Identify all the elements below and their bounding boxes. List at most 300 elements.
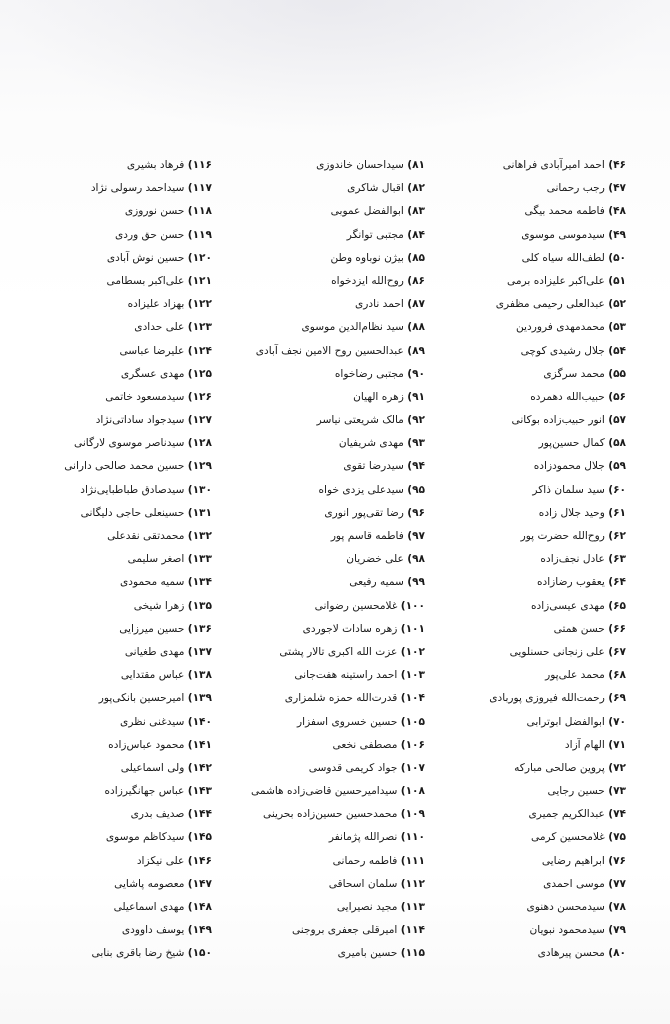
list-item: [440, 850, 626, 873]
entry-number: ۱۳۶): [187, 622, 212, 635]
entry-name: فاطمه محمد بیگی: [524, 205, 605, 218]
list-item: [60, 896, 212, 919]
entry-number: ۱۴۵): [187, 831, 212, 844]
list-item: [232, 757, 425, 780]
list-item: [60, 177, 212, 200]
list-item: [232, 247, 425, 270]
list-item: [60, 154, 212, 177]
list-item: [232, 896, 425, 919]
list-item: [440, 896, 626, 919]
list-item: [232, 177, 425, 200]
entry-number: ۱۲۹): [187, 460, 212, 473]
list-item: [232, 942, 425, 965]
entry-number: ۷۹): [608, 924, 626, 937]
entry-name: حسین نوش آبادی: [106, 251, 185, 264]
entry-name: مهدی عسگری: [120, 367, 185, 380]
names-column-2: [232, 154, 425, 966]
entry-name: سیدصادق طباطبایی‌نژاد: [80, 483, 185, 496]
list-item: [60, 780, 212, 803]
entry-name: مصطفی نخعی: [332, 738, 398, 751]
entry-number: ۱۳۵): [187, 599, 212, 612]
entry-name: وحید جلال زاده: [538, 506, 605, 519]
list-item: [232, 734, 425, 757]
entry-number: ۱۰۴): [400, 692, 425, 705]
list-item: [60, 873, 212, 896]
list-item: [60, 711, 212, 734]
entry-number: ۶۶): [608, 622, 626, 635]
entry-number: ۷۰): [608, 715, 626, 728]
entry-name: انور حبیب‌زاده بوکانی: [511, 414, 605, 427]
entry-name: زهره الهیان: [353, 390, 404, 403]
entry-name: سیدغنی نظری: [120, 715, 185, 728]
entry-number: ۷۷): [608, 877, 626, 890]
list-item: [440, 942, 626, 965]
entry-number: ۷۴): [608, 808, 626, 821]
list-item: [440, 293, 626, 316]
entry-number: ۹۴): [407, 460, 425, 473]
list-item: [440, 270, 626, 293]
entry-name: جواد کریمی قدوسی: [308, 761, 398, 774]
entry-name: سیدموسی موسوی: [521, 228, 605, 241]
entry-name: محمدحسین حسین‌زاده بحرینی: [262, 808, 398, 821]
entry-name: جلال محمودزاده: [533, 460, 605, 473]
entry-name: رضا تقی‌پور انوری: [324, 506, 404, 519]
entry-name: سیدمحسن دهنوی: [526, 901, 605, 913]
entry-number: ۸۲): [407, 182, 425, 195]
entry-name: غلامحسین کرمی: [530, 831, 605, 844]
entry-number: ۱۰۰): [400, 599, 425, 612]
list-item: [232, 409, 425, 432]
entry-name: موسی احمدی: [543, 877, 605, 890]
list-item: [440, 363, 626, 386]
entry-name: بهزاد علیزاده: [127, 298, 185, 311]
list-item: [232, 664, 425, 687]
entry-name: عادل نجف‌زاده: [540, 553, 605, 566]
entry-name: علی نیکزاد: [136, 854, 185, 867]
list-item: [232, 548, 425, 571]
entry-name: ابوالفضل ابوترابی: [526, 715, 605, 728]
list-item: [60, 386, 212, 409]
entry-name: اقبال شاکری: [347, 182, 404, 195]
entry-name: مهدی اسماعیلی: [113, 901, 185, 913]
entry-name: حسین خسروی اسفزار: [297, 715, 398, 728]
entry-number: ۱۴۱): [187, 738, 212, 751]
entry-name: پروین صالحی مبارکه: [514, 761, 605, 774]
entry-number: ۱۳۸): [187, 669, 212, 682]
entry-number: ۱۱۲): [400, 877, 425, 890]
list-item: [232, 316, 425, 339]
list-item: [232, 803, 425, 826]
entry-name: روح‌الله حضرت پور: [520, 530, 605, 542]
entry-number: ۱۴۷): [187, 877, 212, 890]
list-item: [60, 409, 212, 432]
entry-number: ۱۳۰): [187, 483, 212, 496]
entry-number: ۱۳۹): [187, 692, 212, 705]
list-item: [60, 200, 212, 223]
entry-number: ۱۰۲): [400, 645, 425, 658]
entry-number: ۹۶): [407, 506, 425, 519]
entry-name: سیدامیرحسین قاضی‌زاده هاشمی: [250, 785, 398, 798]
entry-number: ۱۵۰): [187, 947, 212, 960]
entry-name: سلمان اسحاقی: [328, 877, 398, 890]
list-item: [232, 780, 425, 803]
names-column-1: [440, 154, 626, 966]
entry-name: بیژن نوباوه وطن: [330, 251, 404, 264]
entry-name: مجتبی توانگر: [346, 228, 404, 241]
entry-number: ۴۸): [608, 205, 626, 218]
entry-name: احمد راستینه هفت‌جانی: [294, 669, 398, 682]
list-item: [60, 850, 212, 873]
list-item: [440, 595, 626, 618]
entry-number: ۱۱۰): [400, 831, 425, 844]
entry-name: حسین بامیری: [337, 947, 398, 960]
entry-number: ۱۰۳): [400, 669, 425, 682]
entry-number: ۴۷): [608, 182, 626, 195]
entry-number: ۱۱۷): [187, 182, 212, 195]
entry-number: ۸۳): [407, 205, 425, 218]
list-item: [232, 850, 425, 873]
entry-number: ۶۰): [608, 483, 626, 496]
list-item: [440, 316, 626, 339]
entry-name: قدرت‌الله حمزه شلمزاری: [284, 692, 398, 705]
list-item: [232, 455, 425, 478]
entry-number: ۱۲۵): [187, 367, 212, 380]
list-item: [440, 154, 626, 177]
list-item: [232, 502, 425, 525]
entry-number: ۱۱۳): [400, 901, 425, 913]
entry-number: ۱۳۳): [187, 553, 212, 566]
entry-name: حسین رجایی: [547, 785, 605, 798]
list-item: [232, 919, 425, 942]
list-item: [232, 363, 425, 386]
list-item: [60, 641, 212, 664]
entry-number: ۱۳۲): [187, 530, 212, 542]
entry-number: ۸۴): [407, 228, 425, 241]
entry-name: ولی اسماعیلی: [120, 761, 185, 774]
entry-name: مجید نصیرایی: [336, 901, 398, 913]
entry-number: ۶۹): [608, 692, 626, 705]
entry-name: محمد سرگزی: [543, 367, 605, 380]
entry-number: ۵۳): [608, 321, 626, 334]
entry-number: ۷۲): [608, 761, 626, 774]
entry-number: ۶۱): [608, 506, 626, 519]
entry-name: یوسف داوودی: [121, 924, 185, 937]
entry-number: ۱۳۷): [187, 645, 212, 658]
list-item: [232, 224, 425, 247]
entry-number: ۱۴۰): [187, 715, 212, 728]
list-item: [60, 757, 212, 780]
list-item: [440, 711, 626, 734]
entry-name: حسین میرزایی: [119, 622, 185, 635]
entry-number: ۹۰): [407, 367, 425, 380]
entry-name: الهام آزاد: [564, 738, 605, 751]
list-item: [440, 664, 626, 687]
list-item: [60, 363, 212, 386]
entry-number: ۵۰): [608, 251, 626, 264]
entry-number: ۸۶): [407, 274, 425, 287]
entry-name: علی‌اکبر علیزاده برمی: [507, 274, 605, 287]
entry-name: نصرالله پژمانفر: [328, 831, 398, 844]
entry-name: معصومه پاشایی: [114, 877, 185, 890]
entry-name: سیدرضا تقوی: [343, 460, 404, 473]
list-item: [232, 270, 425, 293]
entry-number: ۴۶): [608, 159, 626, 171]
entry-name: علی حدادی: [134, 321, 185, 334]
entry-number: ۹۲): [407, 414, 425, 427]
entry-name: حسن همتی: [553, 622, 605, 635]
entry-number: ۱۰۵): [400, 715, 425, 728]
list-item: [440, 409, 626, 432]
list-item: [440, 479, 626, 502]
entry-name: حسن نوروزی: [124, 205, 185, 218]
entry-name: سیدعلی یزدی خواه: [318, 483, 404, 496]
entry-name: لطف‌الله سیاه کلی: [521, 251, 605, 264]
entry-name: زهره سادات لاجوردی: [302, 622, 398, 635]
entry-name: سید نظام‌الدین موسوی: [301, 321, 404, 334]
list-item: [60, 432, 212, 455]
list-item: [232, 618, 425, 641]
list-item: [440, 734, 626, 757]
entry-name: عبدالعلی رحیمی مظفری: [495, 298, 605, 311]
entry-name: عزت الله اکبری تالار پشتی: [279, 645, 398, 658]
list-item: [60, 316, 212, 339]
list-item: [60, 942, 212, 965]
entry-name: مجتبی رضاخواه: [334, 367, 404, 380]
entry-name: یعقوب رضازاده: [536, 576, 605, 589]
entry-name: محمدمهدی فروردین: [515, 321, 605, 334]
list-item: [60, 919, 212, 942]
list-item: [440, 780, 626, 803]
entry-number: ۵۲): [608, 298, 626, 311]
list-item: [440, 571, 626, 594]
list-item: [440, 455, 626, 478]
list-item: [440, 340, 626, 363]
entry-name: احمد نادری: [354, 298, 404, 311]
list-item: [60, 293, 212, 316]
entry-number: ۸۹): [407, 344, 425, 357]
entry-name: عبدالکریم جمیری: [528, 808, 605, 821]
names-column-3: [60, 154, 212, 966]
entry-number: ۱۲۳): [187, 321, 212, 334]
entry-name: روح‌الله ایزدخواه: [331, 274, 404, 287]
entry-name: سیدمسعود خاتمی: [105, 390, 185, 403]
list-item: [60, 270, 212, 293]
entry-number: ۱۰۹): [400, 808, 425, 821]
entry-name: مالک شریعتی نیاسر: [316, 414, 404, 427]
entry-name: صدیف بدری: [130, 808, 185, 821]
entry-name: مهدی طغیانی: [124, 645, 185, 658]
list-item: [440, 641, 626, 664]
entry-number: ۷۸): [608, 901, 626, 913]
entry-number: ۶۴): [608, 576, 626, 589]
entry-number: ۱۲۶): [187, 390, 212, 403]
list-item: [440, 548, 626, 571]
entry-name: کمال حسین‌پور: [538, 437, 605, 450]
list-item: [440, 386, 626, 409]
list-item: [232, 340, 425, 363]
list-item: [60, 247, 212, 270]
entry-name: رحمت‌الله فیروزی پوربادی: [489, 692, 605, 705]
entry-name: سیدناصر موسوی لارگانی: [73, 437, 185, 450]
entry-name: جلال رشیدی کوچی: [520, 344, 605, 357]
entry-number: ۹۳): [407, 437, 425, 450]
list-item: [60, 571, 212, 594]
list-item: [60, 664, 212, 687]
entry-number: ۵۵): [608, 367, 626, 380]
entry-number: ۶۷): [608, 645, 626, 658]
entry-name: شیخ رضا باقری بنابی: [91, 947, 185, 960]
list-item: [60, 479, 212, 502]
list-item: [232, 873, 425, 896]
entry-name: علی زنجانی حسنلویی: [509, 645, 605, 658]
entry-name: سیدمحمود نبویان: [529, 924, 605, 937]
list-item: [232, 200, 425, 223]
list-item: [60, 826, 212, 849]
entry-name: زهرا شیخی: [133, 599, 185, 612]
entry-number: ۷۵): [608, 831, 626, 844]
list-item: [440, 826, 626, 849]
list-item: [440, 177, 626, 200]
entry-number: ۸۱): [407, 159, 425, 171]
list-item: [440, 432, 626, 455]
entry-number: ۱۱۱): [400, 854, 425, 867]
entry-number: ۱۴۴): [187, 808, 212, 821]
list-item: [440, 873, 626, 896]
list-item: [232, 154, 425, 177]
entry-name: ابوالفضل عموبی: [330, 205, 404, 218]
entry-name: مهدی شریفیان: [338, 437, 404, 450]
list-item: [232, 293, 425, 316]
entry-number: ۸۵): [407, 251, 425, 264]
entry-name: فاطمه رحمانی: [332, 854, 398, 867]
entry-number: ۵۹): [608, 460, 626, 473]
entry-number: ۸۸): [407, 321, 425, 334]
entry-name: ابراهیم رضایی: [541, 854, 605, 867]
entry-name: سیدجواد ساداتی‌نژاد: [95, 414, 185, 427]
entry-number: ۹۸): [407, 553, 425, 566]
list-item: [440, 200, 626, 223]
entry-name: عباس جهانگیرزاده: [104, 785, 185, 798]
entry-number: ۱۴۹): [187, 924, 212, 937]
entry-number: ۱۴۸): [187, 901, 212, 913]
entry-name: علی‌اکبر بسطامی: [106, 274, 185, 287]
entry-number: ۵۱): [608, 274, 626, 287]
entry-number: ۸۰): [608, 947, 626, 960]
entry-name: حسینعلی حاجی دلیگانی: [80, 506, 185, 519]
entry-number: ۱۱۴): [400, 924, 425, 937]
list-item: [232, 432, 425, 455]
list-item: [232, 571, 425, 594]
entry-name: امیرحسین بانکی‌پور: [98, 692, 185, 705]
entry-name: فرهاد بشیری: [126, 159, 185, 171]
entry-name: سید سلمان ذاکر: [532, 483, 605, 496]
list-item: [440, 525, 626, 548]
list-item: [440, 247, 626, 270]
list-item: [232, 479, 425, 502]
list-item: [232, 641, 425, 664]
entry-number: ۵۸): [608, 437, 626, 450]
list-item: [232, 826, 425, 849]
entry-number: ۶۵): [608, 599, 626, 612]
entry-number: ۷۱): [608, 738, 626, 751]
entry-name: فاطمه قاسم پور: [330, 530, 404, 542]
list-item: [440, 919, 626, 942]
entry-name: محمود عباس‌زاده: [108, 738, 185, 751]
list-item: [60, 455, 212, 478]
entry-number: ۱۱۹): [187, 228, 212, 241]
entry-name: حسین محمد صالحی دارانی: [64, 460, 185, 473]
entry-name: محسن پیرهادی: [537, 947, 605, 960]
list-item: [232, 595, 425, 618]
entry-number: ۱۰۷): [400, 761, 425, 774]
entry-number: ۵۷): [608, 414, 626, 427]
list-item: [440, 224, 626, 247]
list-item: [60, 224, 212, 247]
list-item: [60, 618, 212, 641]
list-item: [232, 386, 425, 409]
entry-number: ۹۷): [407, 530, 425, 542]
entry-name: سیداحمد رسولی نژاد: [90, 182, 185, 195]
entry-name: سیداحسان خاندوزی: [316, 159, 404, 171]
entry-number: ۱۴۶): [187, 854, 212, 867]
entry-number: ۱۰۱): [400, 622, 425, 635]
list-item: [60, 734, 212, 757]
entry-number: ۱۲۸): [187, 437, 212, 450]
entry-number: ۵۶): [608, 390, 626, 403]
entry-name: احمد امیرآبادی فراهانی: [502, 159, 605, 171]
entry-number: ۹۹): [407, 576, 425, 589]
list-item: [440, 757, 626, 780]
entry-name: غلامحسین رضوانی: [314, 599, 398, 612]
entry-name: عبدالحسین روح الامین نجف آبادی: [255, 344, 404, 357]
entry-number: ۱۰۸): [400, 785, 425, 798]
list-item: [440, 618, 626, 641]
list-item: [440, 687, 626, 710]
entry-number: ۱۲۱): [187, 274, 212, 287]
entry-number: ۴۹): [608, 228, 626, 241]
list-item: [60, 687, 212, 710]
list-item: [60, 340, 212, 363]
entry-name: عباس مقتدایی: [120, 669, 185, 682]
entry-number: ۷۳): [608, 785, 626, 798]
entry-number: ۵۴): [608, 344, 626, 357]
list-item: [60, 595, 212, 618]
list-item: [440, 502, 626, 525]
entry-number: ۱۱۶): [187, 159, 212, 171]
entry-number: ۱۲۴): [187, 344, 212, 357]
entry-name: رجب رحمانی: [546, 182, 605, 195]
entry-name: محمدتقی نقدعلی: [107, 530, 185, 542]
entry-number: ۱۱۸): [187, 205, 212, 218]
entry-number: ۶۸): [608, 669, 626, 682]
list-item: [60, 525, 212, 548]
entry-name: علی خضریان: [346, 553, 404, 566]
entry-number: ۶۲): [608, 530, 626, 542]
list-item: [232, 687, 425, 710]
list-item: [440, 803, 626, 826]
entry-number: ۶۳): [608, 553, 626, 566]
list-item: [232, 525, 425, 548]
list-item: [232, 711, 425, 734]
entry-number: ۱۳۱): [187, 506, 212, 519]
entry-name: سمیه رفیعی: [349, 576, 404, 589]
entry-number: ۱۴۳): [187, 785, 212, 798]
entry-number: ۱۳۴): [187, 576, 212, 589]
entry-name: امیرقلی جعفری بروجنی: [291, 924, 398, 937]
entry-name: اصغر سلیمی: [127, 553, 185, 566]
entry-name: مهدی عیسی‌زاده: [530, 599, 605, 612]
entry-number: ۱۲۲): [187, 298, 212, 311]
